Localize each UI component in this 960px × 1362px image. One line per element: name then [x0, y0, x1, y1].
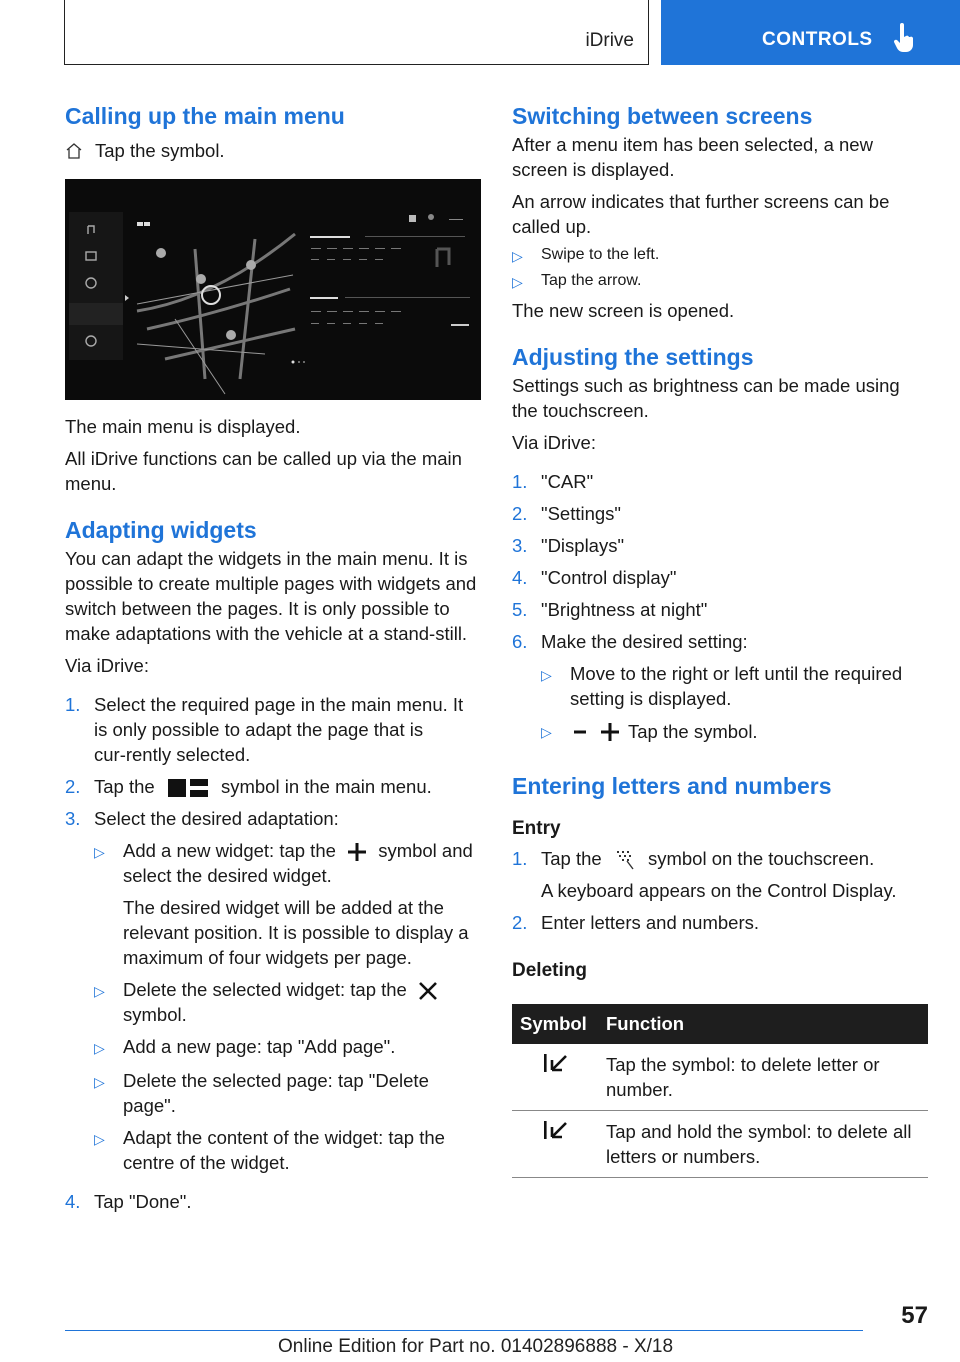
left-column — [65, 100, 481, 1221]
pointing-hand-icon — [894, 23, 916, 53]
triangle-bullet-icon: ▷ — [94, 983, 105, 999]
table-header-function: Function — [598, 1004, 928, 1044]
section-title: iDrive — [585, 30, 634, 51]
table-header-symbol: Symbol — [512, 1004, 598, 1044]
via-idrive-label: Via iDrive: — [512, 432, 596, 453]
list-item: ▷ Move to the right or left until the required setting is displayed. — [541, 663, 903, 709]
plus-icon — [347, 842, 367, 862]
edition-text: Online Edition for Part no. 01402896888 - X/18 — [278, 1336, 674, 1357]
list-item: ▷ Add a new widget: tap the symbol and select the desired widget. The desired widget will be added at the relevant position. It is possible to display a maximum of four widgets per page. — [94, 840, 473, 968]
list-item: ▷ Delete the selected widget: tap the symbol. — [94, 977, 481, 1027]
triangle-bullet-icon: ▷ — [94, 1131, 105, 1147]
list-item: ▷ Tap the arrow. — [512, 272, 642, 290]
list-item: 4. "Control display" — [512, 567, 677, 588]
triangle-bullet-icon: ▷ — [94, 844, 105, 860]
triangle-bullet-icon: ▷ — [94, 1074, 105, 1090]
settings-steps-list — [512, 469, 928, 752]
paragraph-displayed: The main menu is displayed. — [65, 416, 301, 437]
edit-widgets-icon — [166, 778, 210, 798]
header-section-box — [64, 0, 649, 65]
handwriting-input-icon — [613, 849, 637, 871]
list-item: 1. "CAR" — [512, 471, 594, 492]
heading-adjusting-settings: Adjusting the settings — [512, 344, 754, 370]
chapter-title: CONTROLS — [762, 29, 873, 50]
list-item: 1. Select the required page in the main menu. It is only possible to adapt the page that is cur‑rently selected. — [65, 694, 464, 765]
list-item: 3. "Displays" — [512, 535, 625, 556]
triangle-bullet-icon: ▷ — [541, 724, 552, 740]
entry-steps-list — [512, 846, 928, 935]
tap-symbol-text: Tap the symbol. — [95, 140, 225, 161]
plus-icon — [600, 722, 620, 742]
list-item: 6. Make the desired setting: ▷ Move to the right or left until the required setting is displayed. ▷ Tap the symbol. — [512, 629, 928, 752]
list-item: 2. "Settings" — [512, 503, 621, 524]
paragraph-all-functions: All iDrive functions can be called up via the main menu. — [65, 448, 462, 494]
right-column — [512, 100, 928, 1178]
list-item: 5. "Brightness at night" — [512, 599, 708, 620]
header-chapter-box — [661, 0, 960, 65]
heading-switching-screens: Switching between screens — [512, 103, 813, 129]
table-row: Tap the symbol: to delete letter or number. — [512, 1044, 928, 1111]
triangle-bullet-icon: ▷ — [541, 667, 552, 683]
paragraph-adapt: You can adapt the widgets in the main menu. It is possible to create multiple pages with widgets and switch between the pages. It is only possible to make adaptations with the vehicle at a stand‑still. — [65, 548, 477, 644]
list-item: ▷ Delete the selected page: tap "Delete page". — [94, 1070, 429, 1116]
widget-steps-list — [65, 692, 481, 1214]
close-icon — [418, 981, 438, 1001]
list-item: 3. Select the desired adaptation: ▷ Add a new widget: tap the symbol and select the desired widget. The desired widget will be added at the relevant position. It is possible to display a maximum of four widgets per page. ▷ Delete the selected widget: tap the symbol. ▷ Add a new page: tap "Add page". ▷ Delete the selected page: tap "Delete page". ▷ Adapt the content of the widget: tap the centre of the widget. — [65, 806, 481, 1182]
table-row: Tap and hold the symbol: to delete all letters or numbers. — [512, 1111, 928, 1178]
list-item: 4. Tap "Done". — [65, 1191, 192, 1212]
heading-main-menu: Calling up the main menu — [65, 103, 345, 129]
heading-adapting-widgets: Adapting widgets — [65, 517, 257, 543]
backspace-icon — [542, 1119, 568, 1141]
list-item: ▷ Tap the symbol. — [541, 718, 928, 745]
triangle-bullet-icon: ▷ — [512, 248, 523, 264]
heading-entering-letters: Entering letters and numbers — [512, 773, 832, 799]
list-item: ▷ Swipe to the left. — [512, 246, 660, 264]
delete-symbol-table — [512, 1004, 928, 1178]
list-item: 2. Enter letters and numbers. — [512, 912, 759, 934]
paragraph-arrow: An arrow indicates that further screens can be called up. — [512, 191, 890, 237]
main-menu-screenshot — [65, 179, 481, 400]
list-item: 1. Tap the symbol on the touchscreen. A keyboard appears on the Control Display. — [512, 848, 897, 902]
paragraph-new-screen: The new screen is opened. — [512, 300, 735, 321]
page-number: 57 — [901, 1302, 928, 1329]
list-item: ▷ Adapt the content of the widget: tap the centre of the widget. — [94, 1127, 445, 1173]
heading-entry: Entry — [512, 818, 561, 839]
via-idrive-label: Via iDrive: — [65, 655, 149, 676]
minus-icon — [570, 722, 590, 742]
heading-deleting: Deleting — [512, 960, 587, 982]
paragraph-settings: Settings such as brightness can be made using the touchscreen. — [512, 375, 900, 421]
list-item: 2. Tap the symbol in the main menu. — [65, 776, 432, 797]
home-icon — [65, 142, 83, 160]
triangle-bullet-icon: ▷ — [512, 274, 523, 290]
triangle-bullet-icon: ▷ — [94, 1040, 105, 1056]
list-item: ▷ Add a new page: tap "Add page". — [94, 1034, 481, 1061]
footer-divider — [65, 1330, 863, 1331]
backspace-icon — [542, 1052, 568, 1074]
paragraph-after: After a menu item has been selected, a new screen is displayed. — [512, 134, 873, 180]
